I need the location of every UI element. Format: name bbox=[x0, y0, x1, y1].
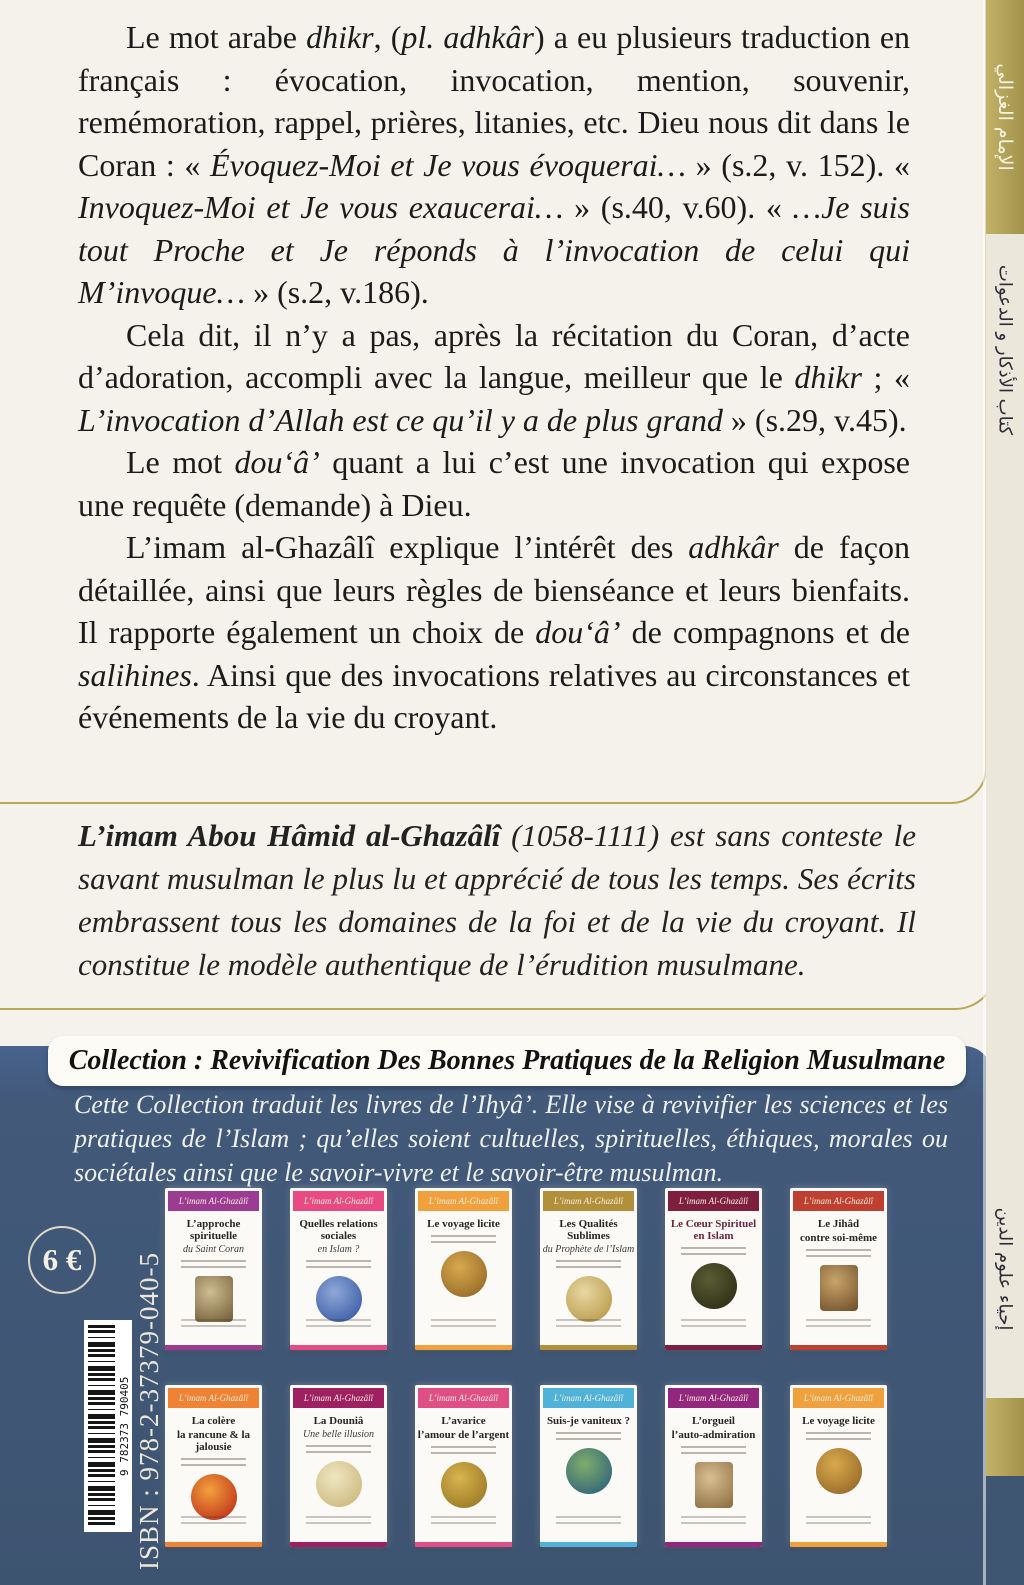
cover-footer-band bbox=[790, 1542, 887, 1547]
cover-header-band bbox=[293, 1191, 384, 1211]
cover-title: Le voyage licite bbox=[427, 1218, 500, 1230]
barcode bbox=[84, 1320, 132, 1532]
price-label: 6 € bbox=[42, 1242, 82, 1277]
cover-footer-text-lines bbox=[306, 1319, 372, 1330]
cover-artwork bbox=[566, 1448, 612, 1494]
book-spine bbox=[986, 0, 1024, 1585]
cover-footer-band bbox=[540, 1345, 637, 1350]
book-cover-thumbnail bbox=[665, 1188, 762, 1350]
cover-footer-band bbox=[665, 1542, 762, 1547]
cover-header-band bbox=[418, 1388, 509, 1408]
cover-header-band bbox=[543, 1388, 634, 1408]
book-cover-thumbnail bbox=[290, 1385, 387, 1547]
cover-artwork bbox=[820, 1265, 858, 1311]
barcode-digits: 9 782373 790405 bbox=[118, 1376, 131, 1476]
cover-small-text-lines bbox=[681, 1446, 747, 1455]
price-badge bbox=[28, 1226, 96, 1294]
cover-author-label: L’imam Al-Ghazâlî bbox=[303, 1196, 374, 1206]
cover-artwork bbox=[316, 1461, 362, 1507]
cover-small-text-lines bbox=[806, 1249, 872, 1258]
cover-artwork bbox=[695, 1462, 733, 1508]
cover-header-band bbox=[293, 1388, 384, 1408]
cover-title: Le voyage licite bbox=[802, 1415, 875, 1427]
book-cover-thumbnail bbox=[415, 1188, 512, 1350]
main-text-block bbox=[78, 16, 910, 739]
cover-footer-text-lines bbox=[681, 1516, 747, 1527]
cover-author-label: L’imam Al-Ghazâlî bbox=[803, 1393, 874, 1403]
cover-title: L’approche spirituelle bbox=[186, 1218, 241, 1242]
cover-author-label: L’imam Al-Ghazâlî bbox=[678, 1393, 749, 1403]
spine-author-arabic: الإمام الغزالي bbox=[994, 63, 1016, 171]
cover-footer-band bbox=[415, 1542, 512, 1547]
cover-artwork bbox=[816, 1448, 862, 1494]
collection-band bbox=[48, 1036, 966, 1086]
cover-small-text-lines bbox=[806, 1432, 872, 1441]
cover-author-label: L’imam Al-Ghazâlî bbox=[428, 1196, 499, 1206]
cover-footer-text-lines bbox=[181, 1516, 247, 1527]
book-cover-thumbnail bbox=[790, 1385, 887, 1547]
book-cover-thumbnail bbox=[165, 1385, 262, 1547]
cover-author-label: L’imam Al-Ghazâlî bbox=[678, 1196, 749, 1206]
author-bio: L’imam Abou Hâmid al-Ghazâlî (1058-1111) est sans conteste le savant musulman le plus lu et apprécié de tous les temps. Ses écrits embrassent tous les domaines de la foi et de la vie du croyant. Il constitue le modèle authentique de l’érudition musulmane. bbox=[78, 818, 916, 982]
paragraph-book-summary: L’imam al-Ghazâlî explique l’intérêt des adhkâr de façon détaillée, ainsi que leurs règles de bienséance et leurs bienfaits. Il rapporte également un choix de dou‘â’ de compagnons et de salihines. Ainsi que des invocations relatives au circonstances et événements de la vie du croyant. bbox=[78, 529, 911, 735]
paragraph-doua-definition: Le mot dou‘â’ quant a lui c’est une invocation qui expose une requête (demande) à Dieu. bbox=[78, 444, 911, 523]
book-cover-thumbnail bbox=[790, 1188, 887, 1350]
cover-footer-band bbox=[415, 1345, 512, 1350]
cover-subtitle: du Saint Coran bbox=[182, 1244, 245, 1255]
cover-author-label: L’imam Al-Ghazâlî bbox=[428, 1393, 499, 1403]
cover-small-text-lines bbox=[681, 1247, 747, 1256]
cover-author-label: L’imam Al-Ghazâlî bbox=[178, 1196, 249, 1206]
paragraph-dhikr-definition: Le mot arabe dhikr, (pl. adhkâr) a eu plusieurs traduction en français : évocation, invocation, mention, souvenir, remémoration, rappel, prières, litanies, etc. Dieu nous dit dans le Coran : « Évoquez-Moi et Je vous évoquerai… » (s.2, v. 152). « Invoquez-Moi et Je vous exaucerai… » (s.40, v.60). « …Je suis tout Proche et Je réponds à l’invocation de celui qui M’invoque… » (s.2, v.186). bbox=[78, 19, 911, 310]
cover-artwork bbox=[566, 1276, 612, 1322]
cover-title-line2: contre soi-même bbox=[799, 1232, 878, 1244]
cover-title: Quelles relations sociales bbox=[299, 1218, 378, 1242]
book-cover-thumbnail bbox=[665, 1385, 762, 1547]
cover-small-text-lines bbox=[431, 1446, 497, 1455]
cover-title: Les Qualités Sublimes bbox=[559, 1218, 618, 1242]
series-intro-text: Cette Collection traduit les livres de l’Ihyâ’. Elle vise à revivifier les sciences et les pratiques de l’Islam ; qu’elles soient cultuelles, spirituelles, éthiques, morales ou sociétales ainsi que le savoir-vivre et le savoir-être musulman. bbox=[74, 1090, 948, 1187]
cover-footer-band bbox=[165, 1345, 262, 1350]
cover-header-band bbox=[793, 1388, 884, 1408]
cover-artwork bbox=[691, 1263, 737, 1309]
book-cover-thumbnail bbox=[165, 1188, 262, 1350]
cover-footer-text-lines bbox=[806, 1516, 872, 1527]
cover-footer-text-lines bbox=[431, 1319, 497, 1330]
spine-series-band bbox=[986, 1140, 1024, 1398]
cover-header-band bbox=[668, 1388, 759, 1408]
cover-subtitle: Une belle illusion bbox=[302, 1429, 375, 1440]
spine-blue-block bbox=[986, 1476, 1024, 1585]
book-cover-thumbnail bbox=[415, 1385, 512, 1547]
cover-title: La Douniâ bbox=[313, 1415, 364, 1427]
cover-small-text-lines bbox=[556, 1260, 622, 1269]
cover-small-text-lines bbox=[181, 1458, 247, 1467]
barcode-bars bbox=[88, 1325, 115, 1527]
cover-header-band bbox=[668, 1191, 759, 1211]
cover-footer-band bbox=[665, 1345, 762, 1350]
book-cover-thumbnail bbox=[290, 1188, 387, 1350]
cover-title-line2: l’auto-admiration bbox=[671, 1429, 756, 1441]
cover-footer-text-lines bbox=[556, 1516, 622, 1527]
cover-footer-text-lines bbox=[556, 1319, 622, 1330]
cover-small-text-lines bbox=[306, 1445, 372, 1454]
cover-title-line2: l’amour de l’argent bbox=[417, 1429, 510, 1441]
cover-small-text-lines bbox=[431, 1235, 497, 1244]
cover-header-band bbox=[543, 1191, 634, 1211]
cover-header-band bbox=[168, 1388, 259, 1408]
covers-grid bbox=[165, 1188, 887, 1547]
cover-footer-text-lines bbox=[681, 1319, 747, 1330]
cover-small-text-lines bbox=[181, 1260, 247, 1269]
book-cover-thumbnail bbox=[540, 1385, 637, 1547]
collection-title: Collection : Revivification Des Bonnes Pratiques de la Religion Musulmane bbox=[68, 1045, 946, 1076]
isbn-label: ISBN : 978-2-37379-040-5 bbox=[134, 1252, 164, 1570]
cover-footer-text-lines bbox=[806, 1319, 872, 1330]
cover-title: Le Jihâd bbox=[817, 1218, 860, 1230]
cover-footer-band bbox=[290, 1542, 387, 1547]
cover-title: L’orgueil bbox=[692, 1415, 735, 1427]
cover-footer-text-lines bbox=[306, 1516, 372, 1527]
cover-subtitle: du Prophète de l’Islam bbox=[542, 1244, 635, 1255]
cover-artwork bbox=[441, 1462, 487, 1508]
cover-footer-band bbox=[290, 1345, 387, 1350]
cover-header-band bbox=[168, 1191, 259, 1211]
cover-author-label: L’imam Al-Ghazâlî bbox=[553, 1196, 624, 1206]
cover-title: Suis-je vaniteux ? bbox=[546, 1415, 631, 1427]
cover-footer-band bbox=[540, 1542, 637, 1547]
cover-footer-text-lines bbox=[431, 1516, 497, 1527]
spine-author-band bbox=[986, 0, 1024, 234]
spine-book-title-arabic: كتاب الأذكار و الدعوات bbox=[994, 264, 1016, 436]
paragraph-dhikr-merit: Cela dit, il n’y a pas, après la récitation du Coran, d’acte d’adoration, accompli avec la langue, meilleur que le dhikr ; « L’invocation d’Allah est ce qu’il y a de plus grand » (s.29, v.45). bbox=[78, 316, 910, 438]
cover-artwork bbox=[191, 1474, 237, 1520]
cover-author-label: L’imam Al-Ghazâlî bbox=[553, 1393, 624, 1403]
cover-title: L’avarice bbox=[441, 1415, 486, 1427]
cover-author-label: L’imam Al-Ghazâlî bbox=[803, 1196, 874, 1206]
cover-small-text-lines bbox=[556, 1432, 622, 1441]
spine-book-title-band bbox=[986, 234, 1024, 466]
spine-gold-block bbox=[986, 1398, 1024, 1476]
cover-artwork bbox=[195, 1276, 233, 1322]
spine-series-arabic: إحياء علوم الدين bbox=[994, 1207, 1016, 1331]
cover-artwork bbox=[441, 1251, 487, 1297]
cover-footer-band bbox=[790, 1345, 887, 1350]
cover-subtitle: en Islam ? bbox=[317, 1244, 360, 1255]
cover-title: Le Cœur Spirituel en Islam bbox=[670, 1218, 757, 1242]
cover-footer-band bbox=[165, 1542, 262, 1547]
book-cover-thumbnail bbox=[540, 1188, 637, 1350]
cover-author-label: L’imam Al-Ghazâlî bbox=[178, 1393, 249, 1403]
cover-header-band bbox=[418, 1191, 509, 1211]
cover-artwork bbox=[316, 1276, 362, 1322]
cover-title: La colère bbox=[191, 1415, 236, 1427]
cover-author-label: L’imam Al-Ghazâlî bbox=[303, 1393, 374, 1403]
cover-footer-text-lines bbox=[181, 1319, 247, 1330]
cover-header-band bbox=[793, 1191, 884, 1211]
cover-small-text-lines bbox=[306, 1260, 372, 1269]
cover-title-line2: la rancune & la jalousie bbox=[176, 1429, 251, 1453]
